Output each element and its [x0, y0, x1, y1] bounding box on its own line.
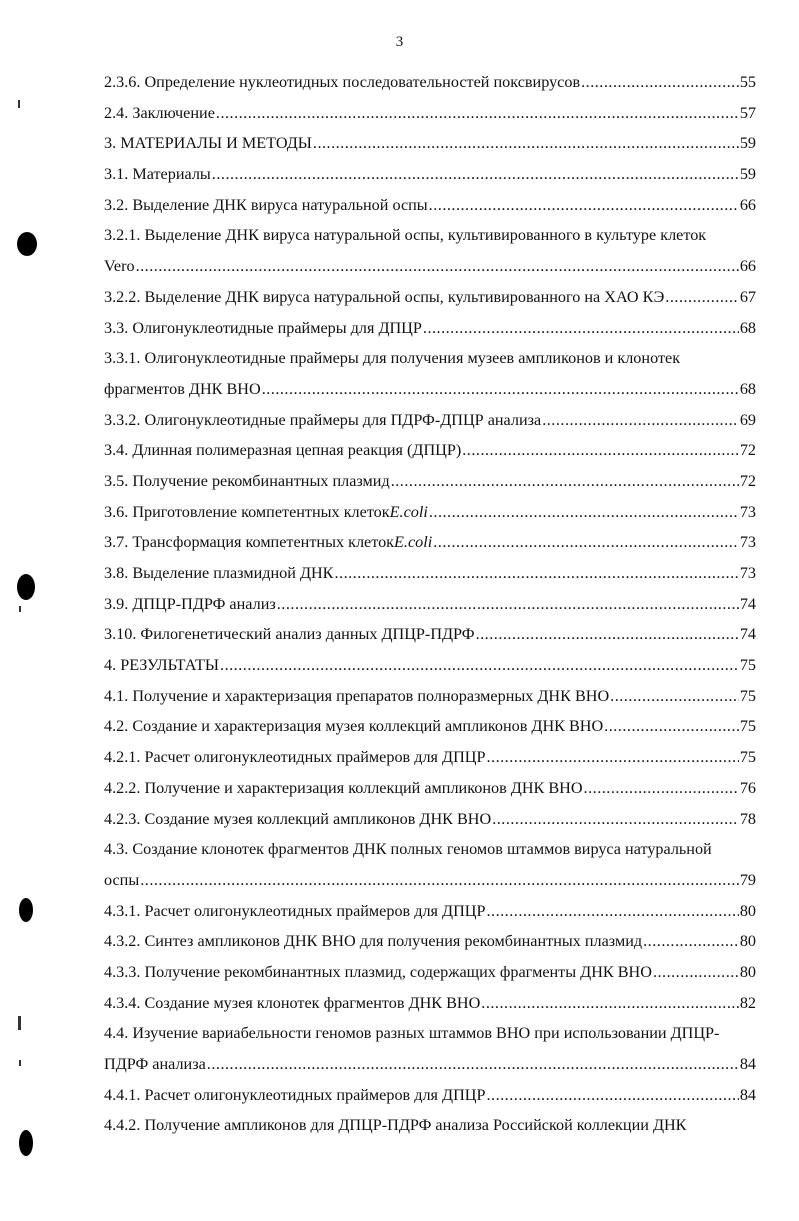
- toc-entry[interactable]: [104, 1080, 756, 1111]
- toc-leader-dots: [584, 773, 739, 804]
- toc-entry-page: 72: [739, 441, 756, 460]
- toc-entry-page: 68: [739, 379, 756, 398]
- toc-entry-title: 3. МАТЕРИАЛЫ И МЕТОДЫ: [104, 134, 312, 153]
- toc-entry-first-line: 4.3. Создание клонотек фрагментов ДНК полных геномов штаммов вируса натуральной: [104, 840, 712, 859]
- toc-entry[interactable]: [104, 957, 756, 988]
- toc-leader-dots: [423, 313, 739, 344]
- punch-hole-mark: [17, 232, 37, 256]
- toc-entry-title: 4.2.3. Создание музея коллекций ампликонов ДНК ВНО: [104, 809, 492, 828]
- toc-entry-italic: E.coli: [394, 533, 433, 552]
- toc-entry[interactable]: [104, 527, 756, 558]
- toc-entry-page: 84: [739, 1055, 756, 1073]
- toc-leader-dots: [643, 926, 739, 957]
- toc-leader-dots: [581, 67, 739, 98]
- toc-entry-title: 3.5. Получение рекомбинантных плазмид: [104, 471, 390, 490]
- toc-entry-title: 2.3.6. Определение нуклеотидных последовательностей поксвирусов: [104, 73, 581, 91]
- toc-leader-dots: [429, 190, 739, 221]
- toc-entry-page: 66: [739, 195, 756, 214]
- toc-leader-dots: [542, 405, 739, 436]
- toc-entry-page: 73: [739, 502, 756, 521]
- toc-leader-dots: [262, 374, 739, 405]
- toc-leader-dots: [140, 865, 739, 896]
- toc-entry-page: 55: [739, 73, 756, 91]
- toc-entry[interactable]: [104, 742, 756, 773]
- scan-speck: [19, 606, 21, 612]
- toc-entry-page: 66: [739, 257, 756, 276]
- toc-entry-title: оспы: [104, 870, 140, 889]
- toc-leader-dots: [481, 988, 739, 1019]
- toc-entry-title: ПДРФ анализа: [104, 1055, 206, 1073]
- toc-entry-page: 74: [739, 625, 756, 644]
- toc-entry-title: 3.7. Трансформация компетентных клеток: [104, 533, 395, 552]
- punch-hole-mark: [19, 898, 33, 922]
- toc-entry-page: 67: [739, 287, 756, 306]
- toc-entry-last-line: 4.4.2. Получение ампликонов для ДПЦР-ПДРФ анализа Российской коллекции ДНК: [104, 1116, 687, 1135]
- toc-entry-title: 3.4. Длинная полимеразная цепная реакция (ДПЦР): [104, 441, 462, 460]
- toc-entry-page: 75: [739, 748, 756, 767]
- toc-entry-title: фрагментов ДНК ВНО: [104, 379, 261, 398]
- toc-entry-title: 4.1. Получение и характеризация препаратов полноразмерных ДНК ВНО: [104, 686, 610, 705]
- toc-entry-title: Vero: [104, 257, 135, 276]
- toc-entry[interactable]: [104, 804, 756, 835]
- scan-speck: [18, 100, 20, 108]
- toc-entry-title: 4.3.1. Расчет олигонуклеотидных праймеров для ДПЦР: [104, 901, 486, 920]
- toc-entry-page: 84: [739, 1085, 756, 1104]
- toc-leader-dots: [313, 128, 739, 159]
- toc-entry[interactable]: [104, 98, 756, 129]
- toc-entry-page: 78: [739, 809, 756, 828]
- toc-entry[interactable]: [104, 1049, 756, 1080]
- toc-leader-dots: [207, 1049, 739, 1080]
- toc-entry-title: 4.3.4. Создание музея клонотек фрагментов ДНК ВНО: [104, 993, 481, 1012]
- toc-leader-dots: [486, 742, 738, 773]
- toc-entry-title: 3.3. Олигонуклеотидные праймеры для ДПЦР: [104, 318, 422, 337]
- toc-leader-dots: [604, 711, 739, 742]
- toc-leader-dots: [277, 589, 739, 620]
- page-number: 3: [395, 34, 404, 50]
- toc-entry[interactable]: [104, 466, 756, 497]
- toc-leader-dots: [433, 527, 739, 558]
- toc-entry-page: 73: [739, 564, 756, 582]
- toc-entry-title: 3.6. Приготовление компетентных клеток: [104, 502, 390, 521]
- toc-entry-first-line: 3.3.1. Олигонуклеотидные праймеры для получения музеев ампликонов и клонотек: [104, 349, 681, 368]
- toc-entry-page: 75: [739, 717, 756, 736]
- toc-entry-page: 74: [739, 594, 756, 613]
- toc-entry-page: 75: [739, 656, 756, 675]
- toc-entry[interactable]: [104, 650, 756, 681]
- toc-entry-page: 72: [739, 471, 756, 490]
- toc-entry[interactable]: [104, 190, 756, 221]
- table-of-contents: [104, 67, 756, 1141]
- toc-entry-page: 80: [739, 901, 756, 920]
- toc-entry-title: 3.2. Выделение ДНК вируса натуральной оспы: [104, 195, 428, 214]
- toc-entry[interactable]: [104, 896, 756, 927]
- toc-leader-dots: [486, 896, 738, 927]
- toc-entry[interactable]: [104, 773, 756, 804]
- toc-entry-page: 75: [739, 686, 756, 705]
- toc-entry-title: 2.4. Заключение: [104, 103, 215, 122]
- toc-entry-first-line: 3.2.1. Выделение ДНК вируса натуральной оспы, культивированного в культуре клеток: [104, 226, 707, 245]
- toc-entry[interactable]: [104, 619, 756, 650]
- toc-leader-dots: [391, 466, 739, 497]
- toc-entry[interactable]: [104, 988, 756, 1019]
- toc-entry-title: 3.3.2. Олигонуклеотидные праймеры для ПДРФ-ДПЦР анализа: [104, 410, 542, 429]
- punch-hole-mark: [19, 1130, 33, 1156]
- toc-entry[interactable]: [104, 128, 756, 159]
- toc-leader-dots: [486, 1080, 738, 1111]
- toc-entry[interactable]: [104, 435, 756, 466]
- toc-entry[interactable]: [104, 865, 756, 896]
- toc-entry-title: 4.4.1. Расчет олигонуклеотидных праймеров для ДПЦР: [104, 1085, 486, 1104]
- toc-leader-dots: [216, 98, 739, 129]
- toc-entry[interactable]: [104, 374, 756, 405]
- toc-entry[interactable]: [104, 711, 756, 742]
- toc-leader-dots: [334, 558, 738, 589]
- toc-entry[interactable]: [104, 251, 756, 282]
- toc-entry-page: 82: [739, 993, 756, 1012]
- toc-entry[interactable]: [104, 497, 756, 528]
- scan-speck: [19, 1060, 21, 1066]
- toc-entry[interactable]: [104, 313, 756, 344]
- toc-entry-title: 4.2. Создание и характеризация музея коллекций ампликонов ДНК ВНО: [104, 717, 604, 736]
- toc-leader-dots: [476, 619, 739, 650]
- toc-entry-page: 76: [739, 778, 756, 797]
- toc-leader-dots: [462, 435, 739, 466]
- toc-leader-dots: [220, 650, 739, 681]
- toc-entry-page: 59: [739, 165, 756, 184]
- scan-speck: [18, 1016, 21, 1030]
- toc-entry-page: 79: [739, 870, 756, 889]
- toc-entry-title: 4.2.1. Расчет олигонуклеотидных праймеров для ДПЦР: [104, 748, 486, 767]
- toc-leader-dots: [429, 497, 739, 528]
- toc-entry-page: 73: [739, 533, 756, 552]
- toc-entry-title: 3.2.2. Выделение ДНК вируса натуральной оспы, культивированного на ХАО КЭ: [104, 287, 665, 306]
- toc-entry-page: 59: [739, 134, 756, 153]
- toc-leader-dots: [136, 251, 739, 282]
- toc-entry[interactable]: [104, 558, 756, 589]
- toc-entry-first-line: 4.4. Изучение вариабельности геномов разных штаммов ВНО при использовании ДПЦР-: [104, 1024, 720, 1043]
- toc-leader-dots: [665, 282, 739, 313]
- toc-entry-title: 3.8. Выделение плазмидной ДНК: [104, 564, 334, 582]
- toc-entry-page: 69: [739, 410, 756, 429]
- toc-entry[interactable]: [104, 67, 756, 98]
- toc-entry-page: 80: [739, 962, 756, 981]
- toc-entry-title: 4.2.2. Получение и характеризация коллекций ампликонов ДНК ВНО: [104, 778, 583, 797]
- toc-entry-title: 3.1. Материалы: [104, 165, 211, 184]
- toc-entry[interactable]: [104, 926, 756, 957]
- toc-entry-title: 4.3.2. Синтез ампликонов ДНК ВНО для получения рекомбинантных плазмид: [104, 932, 643, 951]
- toc-leader-dots: [610, 681, 739, 712]
- toc-entry-title: 4. РЕЗУЛЬТАТЫ: [104, 656, 220, 675]
- toc-entry[interactable]: [104, 405, 756, 436]
- punch-hole-mark: [17, 574, 35, 600]
- toc-entry-title: 3.9. ДПЦР-ПДРФ анализ: [104, 594, 276, 613]
- toc-leader-dots: [653, 957, 739, 988]
- toc-entry[interactable]: [104, 589, 756, 620]
- toc-entry-page: 68: [739, 318, 756, 337]
- toc-entry[interactable]: [104, 159, 756, 190]
- toc-entry-page: 80: [739, 932, 756, 951]
- toc-entry-page: 57: [739, 103, 756, 122]
- toc-entry-title: 4.3.3. Получение рекомбинантных плазмид, содержащих фрагменты ДНК ВНО: [104, 962, 652, 981]
- toc-entry[interactable]: [104, 681, 756, 712]
- toc-leader-dots: [212, 159, 739, 190]
- toc-entry-italic: E.coli: [389, 502, 428, 521]
- toc-entry-title: 3.10. Филогенетический анализ данных ДПЦР-ПДРФ: [104, 625, 475, 644]
- toc-leader-dots: [492, 804, 739, 835]
- toc-entry[interactable]: [104, 282, 756, 313]
